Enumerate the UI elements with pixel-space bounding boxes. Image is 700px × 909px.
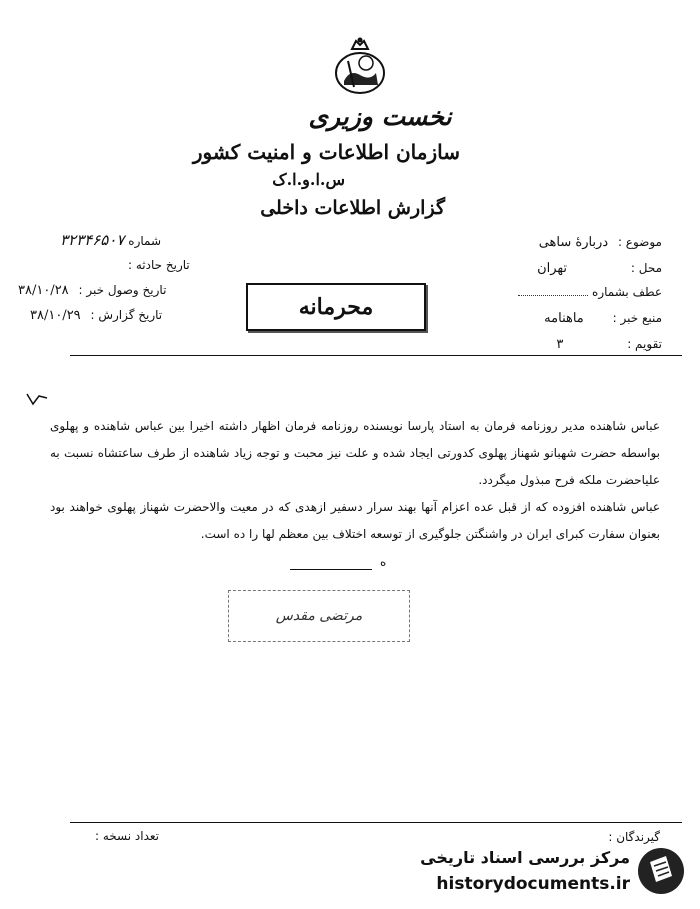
number-label: شماره [128, 234, 162, 248]
history-documents-logo-icon [636, 846, 686, 896]
subject-value: دربارهٔ ساهی [538, 235, 609, 250]
body-paragraph-2: عباس شاهنده افزوده که از قبل عده اعزام آنها بهند سرار دسفیر ازهدی که در معیت والاحضرت شهناز پهلوی خواهند بود بعنوان سفارت کبرای ایران در واشنگتن جلوگیری از توسعه اختلاف بین معظم لها را ده است. [50, 500, 660, 541]
report-date-value: ۳۸/۱۰/۲۹ [30, 308, 81, 323]
source-value: ماهنامه [544, 311, 584, 326]
rating-value: ۳ [556, 337, 564, 352]
subject-row [539, 235, 662, 250]
event-date-label: تاریخ حادثه : [128, 258, 190, 272]
body-end-rule [290, 569, 372, 570]
body-paragraph-tail: ه [380, 555, 387, 569]
body-paragraph-1: عباس شاهنده مدیر روزنامه فرمان به استاد پارسا نویسنده روزنامه فرمان اظهار داشته اخیرا بین عباس شاهنده و پهلوی بواسطه حضرت شهبانو شهناز پهلوی کدورتی ایجاد شده و علت نیز محبت و توجه زیاد شاهنده از طرف ساعتشاه نسبت به علیاحضرت ملکه فرح مبذول میگردد. [50, 419, 660, 487]
footer-divider [70, 822, 682, 823]
classification-stamp: محرمانه [246, 283, 426, 331]
report-type-title: گزارش اطلاعات داخلی [260, 197, 445, 219]
received-date-row [18, 283, 166, 298]
place-value: تهران [537, 261, 568, 276]
rating-row [556, 337, 662, 352]
ministry-title: نخست وزیری [308, 102, 452, 131]
organization-abbrev: س.ا.و.ا.ک [272, 170, 345, 189]
number-row [60, 231, 161, 249]
lion-sun-emblem-icon [330, 35, 390, 97]
header-divider [70, 355, 682, 356]
subject-label: موضوع : [617, 235, 662, 249]
source-label: منبع خبر : [612, 311, 662, 325]
rating-label: تقویم : [627, 337, 662, 351]
received-date-value: ۳۸/۱۰/۲۸ [18, 283, 69, 298]
brand-site: historydocuments.ir [436, 874, 630, 894]
handwritten-mark-icon [25, 390, 49, 408]
copies-label: تعداد نسخه : [95, 829, 160, 843]
source-row [544, 311, 662, 326]
report-body [50, 413, 660, 548]
report-date-label: تاریخ گزارش : [90, 308, 163, 322]
brand-name: مرکز بررسی اسناد تاریخی [420, 848, 630, 867]
number-value: ۳۲۳۴۶۵۰۷ [60, 231, 125, 249]
report-date-row [30, 308, 162, 323]
place-label: محل : [630, 261, 662, 275]
reference-row [518, 285, 662, 299]
organization-title: سازمان اطلاعات و امنیت کشور [192, 140, 460, 164]
event-date-row [128, 258, 190, 272]
reference-label: عطف بشماره [592, 285, 662, 299]
recipients-label: گیرندگان : [608, 830, 660, 844]
place-row [537, 261, 662, 276]
received-date-label: تاریخ وصول خبر : [78, 283, 167, 297]
signature-stamp: مرتضی مقدس [228, 590, 410, 642]
reference-dots [518, 295, 588, 296]
